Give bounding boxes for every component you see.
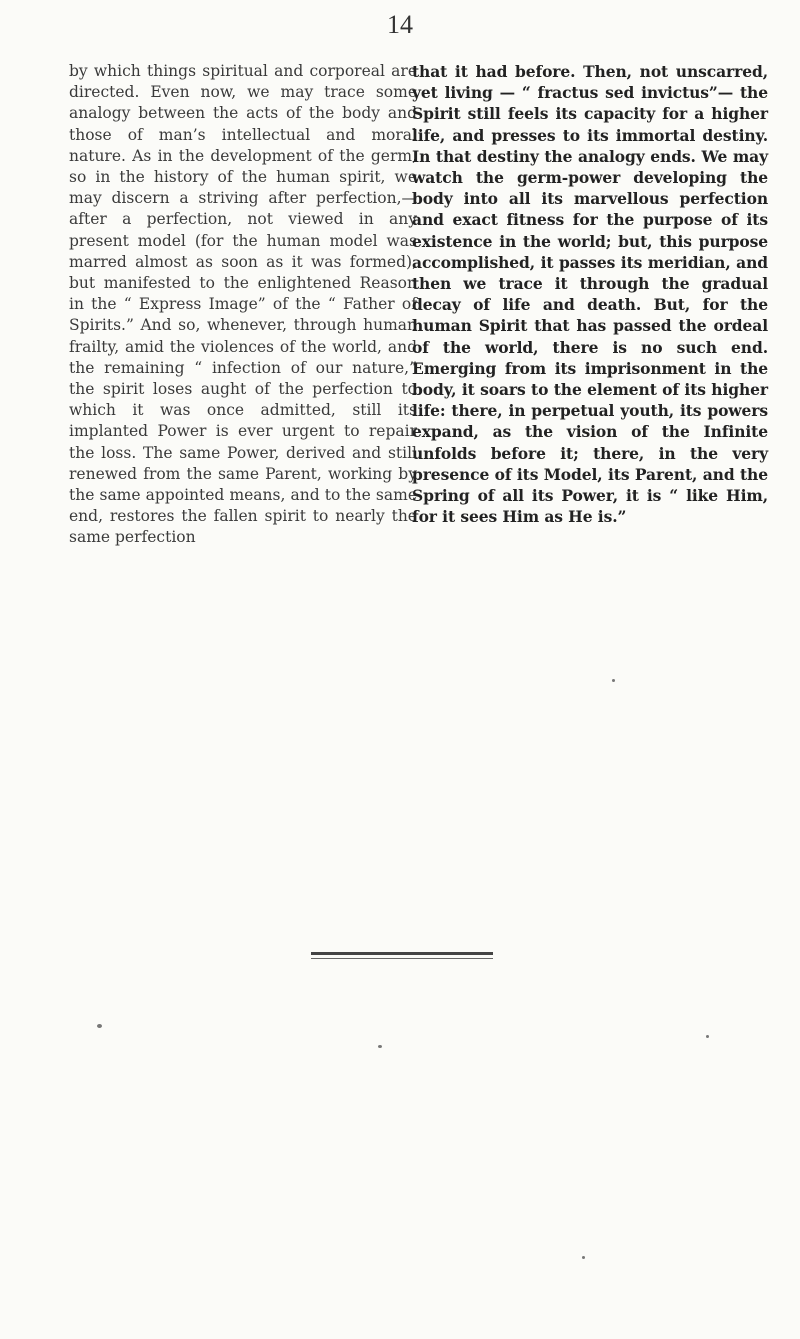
right-column-paragraph: that it had before. Then, not unscarred, yet living — “ fractus sed invictus”— the Spirit still feels its capacity for a higher life, and presses to its immortal destiny. In that destiny the analogy ends. We may watch the germ-power developing the body into all its marvellous perfection and exact fitness for the purpose of its existence in the world; but, this purpose accomplished, it passes its meridian, and then we trace it through the gradual decay of life and death. But, for the human Spirit that has passed the ordeal of the world, there is no such end. Emerging from its imprisonment in the body, it soars to the element of its higher life: there, in perpetual youth, its powers expand, as the vision of the Infinite unfolds before it; there, in the very presence of its Model, its Parent, and the Spring of all its Power, it is “ like Him, for it sees Him as He is.” <box>412 62 768 527</box>
left-text-column <box>69 61 417 549</box>
print-speck <box>378 1045 382 1048</box>
left-column-paragraph: by which things spiritual and corporeal are directed. Even now, we may trace some analogy between the acts of the body and those of man’s intellectual and moral nature. As in the development of the germ, so in the history of the human spirit, we may discern a striving after perfection,—after a perfection, not viewed in any present model (for the human model was marred almost as soon as it was formed), but manifested to the enlightened Reason in the “ Express Image” of the “ Father of Spirits.” And so, whenever, through human frailty, amid the violences of the world, and the remaining “ infection of our nature,” the spirit loses aught of the perfection to which it was once admitted, still its implanted Power is ever urgent to repair the loss. The same Power, derived and still renewed from the same Parent, working by the same appointed means, and to the same end, restores the fallen spirit to nearly the same perfection <box>69 62 417 547</box>
section-end-rule-thin <box>311 958 493 959</box>
page-number: 14 <box>387 10 413 39</box>
print-speck <box>706 1035 709 1038</box>
print-speck <box>97 1024 102 1028</box>
section-end-rule-thick <box>311 952 493 955</box>
print-speck <box>612 679 615 682</box>
print-speck <box>582 1256 585 1259</box>
right-text-column <box>412 61 768 527</box>
